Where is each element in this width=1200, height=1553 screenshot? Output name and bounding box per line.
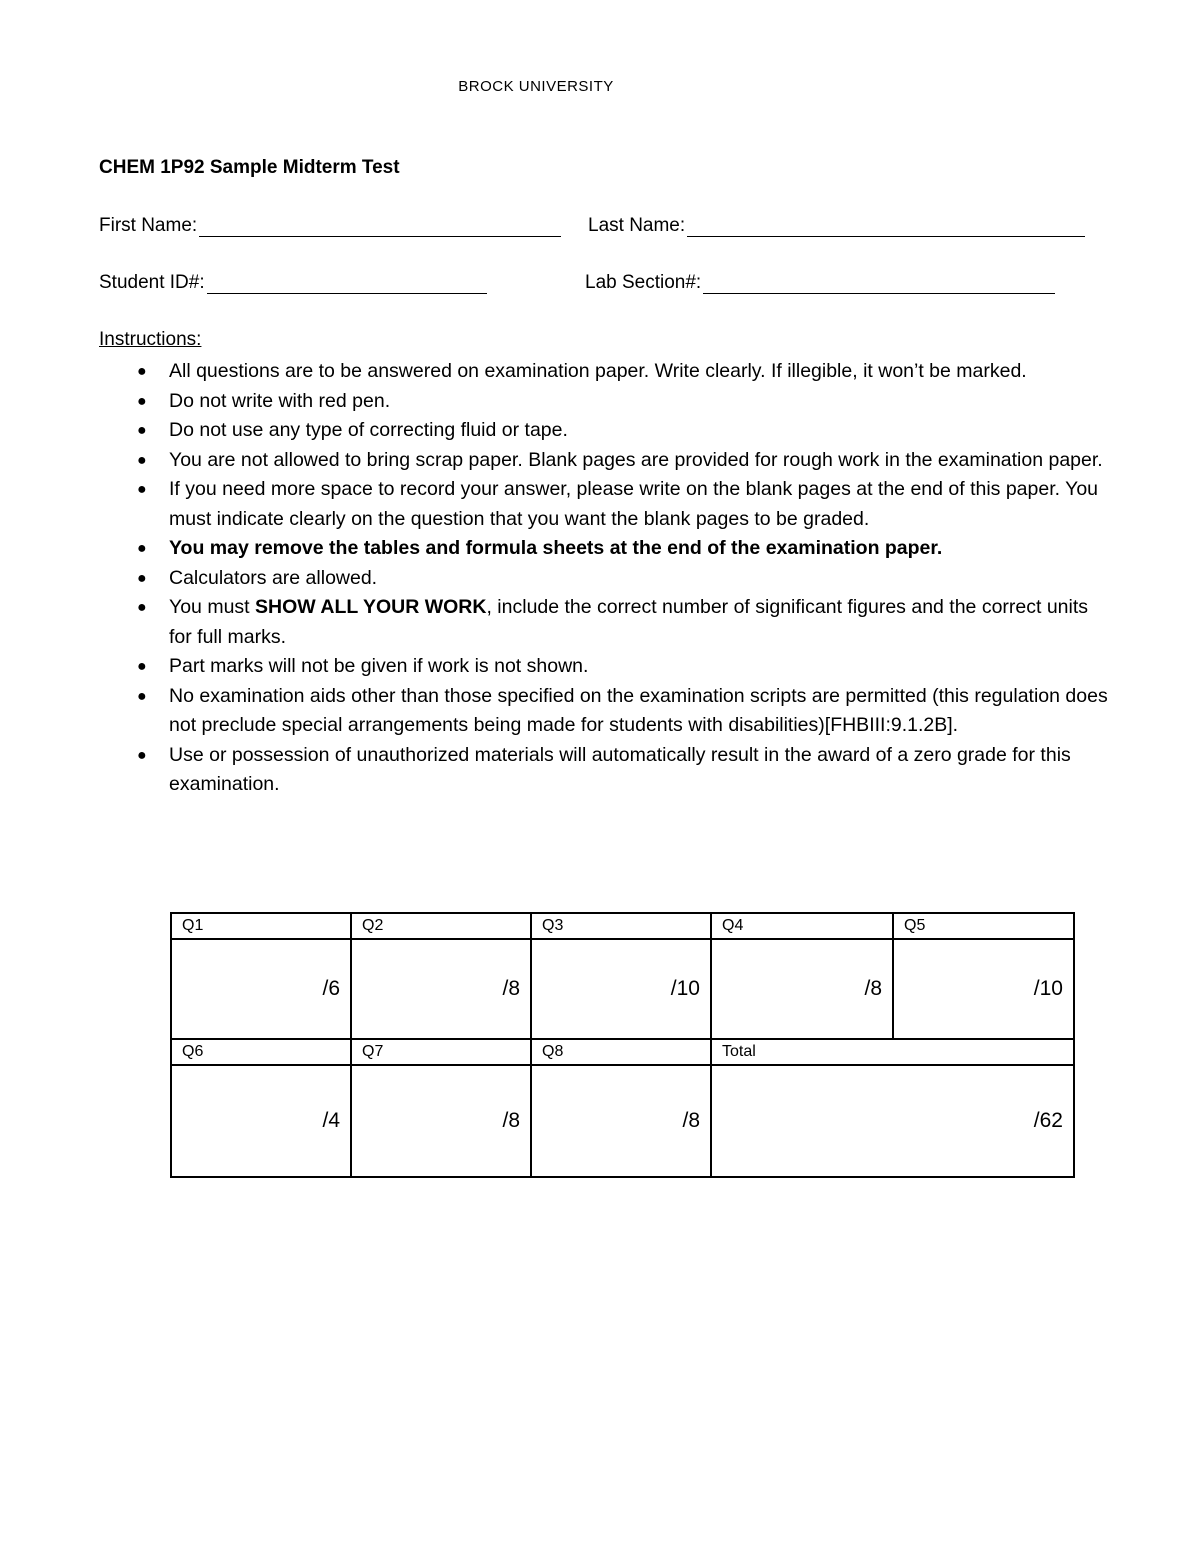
q8-label: Q8 bbox=[531, 1039, 711, 1065]
q3-score-cell[interactable]: /10 bbox=[531, 939, 711, 1039]
q6-label: Q6 bbox=[171, 1039, 351, 1065]
bullet-icon: ● bbox=[137, 392, 147, 410]
instruction-item: ● Calculators are allowed. bbox=[135, 564, 1110, 594]
last-name-field[interactable] bbox=[588, 215, 1085, 237]
bullet-icon: ● bbox=[137, 451, 147, 469]
bullet-icon: ● bbox=[137, 422, 147, 439]
bullet-icon: ● bbox=[137, 540, 147, 557]
q5-score-cell[interactable]: /10 bbox=[893, 939, 1074, 1039]
lab-section-line[interactable] bbox=[703, 275, 1055, 294]
q4-label: Q4 bbox=[711, 913, 893, 939]
instruction-item: ● All questions are to be answered on examination paper. Write clearly. If illegible, it won’t be marked. bbox=[135, 357, 1110, 387]
instruction-item: ● You may remove the tables and formula sheets at the end of the examination paper. bbox=[135, 534, 1110, 564]
marks-label-row bbox=[171, 913, 1074, 939]
q7-score-cell[interactable]: /8 bbox=[351, 1065, 531, 1177]
student-id-label: Student ID#: bbox=[99, 272, 205, 293]
q2-score-cell[interactable]: /8 bbox=[351, 939, 531, 1039]
instruction-item: ● Use or possession of unauthorized materials will automatically result in the award of a zero grade for this examination. bbox=[135, 741, 1110, 800]
bullet-icon: ● bbox=[137, 569, 147, 587]
student-id-field[interactable] bbox=[99, 272, 487, 294]
university-name: BROCK UNIVERSITY bbox=[458, 78, 614, 95]
total-score-cell[interactable]: /62 bbox=[711, 1065, 1074, 1177]
student-id-line[interactable] bbox=[207, 275, 487, 294]
instruction-item: ● You must SHOW ALL YOUR WORK, include the correct number of significant figures and the correct units for full marks. bbox=[135, 593, 1110, 652]
q1-score-cell[interactable]: /6 bbox=[171, 939, 351, 1039]
bullet-icon: ● bbox=[137, 363, 147, 380]
q8-score-cell[interactable]: /8 bbox=[531, 1065, 711, 1177]
bullet-icon: ● bbox=[137, 481, 147, 498]
instruction-item: ● You are not allowed to bring scrap paper. Blank pages are provided for rough work in the examination paper. bbox=[135, 446, 1110, 476]
lab-section-field[interactable] bbox=[585, 272, 1055, 294]
instruction-item: ● Do not use any type of correcting fluid or tape. bbox=[135, 416, 1110, 446]
first-name-line[interactable] bbox=[199, 218, 561, 237]
bullet-icon: ● bbox=[137, 687, 147, 705]
instructions-heading: Instructions: bbox=[99, 329, 202, 350]
lab-section-label: Lab Section#: bbox=[585, 272, 702, 293]
first-name-field[interactable] bbox=[99, 215, 561, 237]
last-name-line[interactable] bbox=[687, 218, 1085, 237]
total-label: Total bbox=[711, 1039, 1074, 1065]
bullet-icon: ● bbox=[137, 658, 147, 675]
q4-score-cell[interactable]: /8 bbox=[711, 939, 893, 1039]
first-name-label: First Name: bbox=[99, 215, 198, 236]
test-title: CHEM 1P92 Sample Midterm Test bbox=[99, 157, 400, 178]
instruction-item: ● No examination aids other than those specified on the examination scripts are permitted (this regulation does not preclude special arrangements being made for students with disabilities)[FHBIII:9.1.2B]. bbox=[135, 682, 1110, 741]
q7-label: Q7 bbox=[351, 1039, 531, 1065]
instruction-item: ● Do not write with red pen. bbox=[135, 387, 1110, 417]
instructions-list bbox=[135, 357, 1110, 800]
q5-label: Q5 bbox=[893, 913, 1074, 939]
q6-score-cell[interactable]: /4 bbox=[171, 1065, 351, 1177]
marks-label-row bbox=[171, 1039, 1074, 1065]
marks-score-row bbox=[171, 939, 1074, 1039]
q3-label: Q3 bbox=[531, 913, 711, 939]
marks-table bbox=[170, 912, 1075, 1178]
instruction-item: ● Part marks will not be given if work is not shown. bbox=[135, 652, 1110, 682]
q1-label: Q1 bbox=[171, 913, 351, 939]
instruction-item: ● If you need more space to record your answer, please write on the blank pages at the end of this paper. You must indicate clearly on the question that you want the blank pages to be graded. bbox=[135, 475, 1110, 534]
bullet-icon: ● bbox=[137, 746, 147, 764]
marks-score-row bbox=[171, 1065, 1074, 1177]
q2-label: Q2 bbox=[351, 913, 531, 939]
bullet-icon: ● bbox=[137, 599, 147, 616]
last-name-label: Last Name: bbox=[588, 215, 686, 236]
